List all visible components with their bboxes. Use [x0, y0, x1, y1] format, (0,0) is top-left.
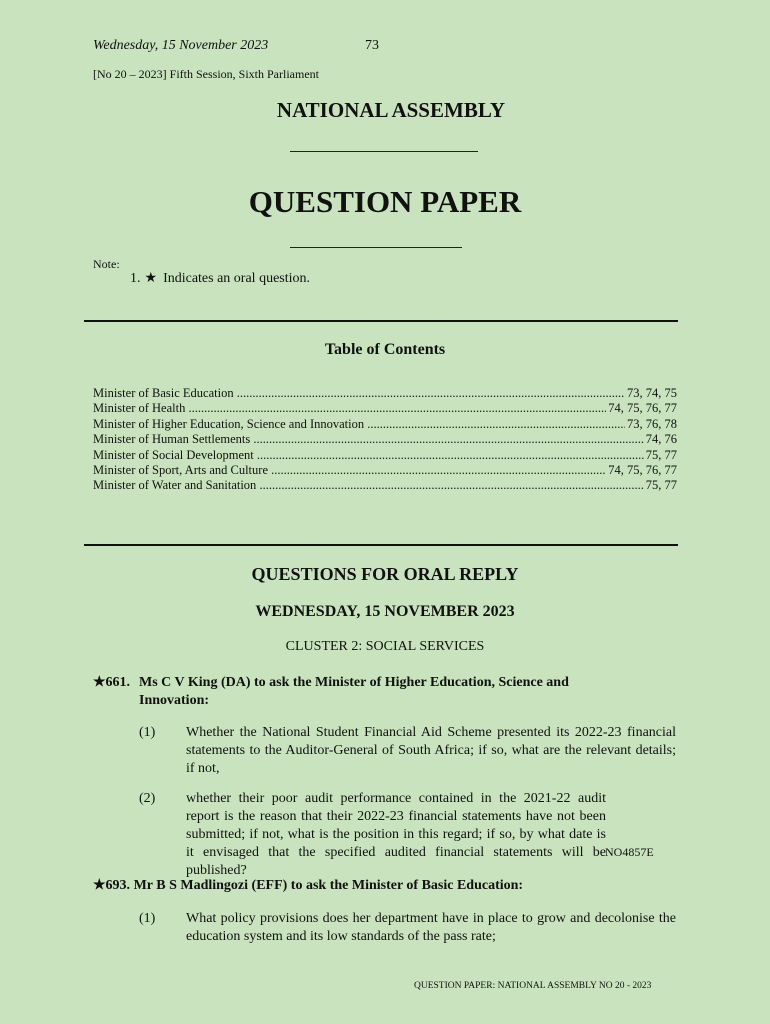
section-divider — [84, 320, 678, 322]
toc-entry-name: Minister of Human Settlements ..... — [93, 432, 644, 447]
question-heading-text: Mr B S Madlingozi (EFF) to ask the Minister of Basic Education: — [133, 878, 524, 893]
toc-entry-name: Minister of Water and Sanitation ..... — [93, 478, 644, 493]
toc-entry-name: Minister of Health ..... — [93, 401, 606, 416]
divider — [290, 247, 462, 248]
question-number: ★693. — [93, 878, 131, 893]
toc-entry[interactable] — [93, 386, 677, 401]
document-title: NATIONAL ASSEMBLY — [276, 98, 506, 122]
toc-entry-name: Minister of Basic Education ..... — [93, 386, 625, 401]
question-heading — [93, 877, 523, 895]
header-date: Wednesday, 15 November 2023 — [93, 38, 269, 53]
toc-entry-name: Minister of Social Development ..... — [93, 448, 644, 463]
question-part-number: (1) — [139, 911, 156, 926]
toc-entry-pages: 74, 76 — [645, 432, 677, 447]
session-info: [No 20 – 2023] Fifth Session, Sixth Parliament — [93, 67, 319, 81]
question-part-text: Whether the National Student Financial Aid Scheme presented its 2022-23 financial statements to the Auditor-General of South Africa; if so, what are the relevant details; if not, — [186, 725, 676, 776]
note-item-text: Indicates an oral question. — [163, 271, 311, 286]
note-item-number: 1. — [130, 271, 141, 286]
toc-entry-pages: 75, 77 — [645, 447, 677, 462]
cluster-heading: CLUSTER 2: SOCIAL SERVICES — [285, 639, 485, 654]
question-heading — [93, 674, 676, 692]
toc-entry-name: Minister of Higher Education, Science and Innovation ..... — [93, 417, 625, 432]
question-number: ★661. — [93, 675, 131, 690]
section-divider — [84, 544, 678, 546]
question-part-number: (2) — [139, 791, 156, 806]
table-of-contents — [93, 386, 677, 494]
toc-entry-pages: 74, 75, 76, 77 — [608, 401, 677, 416]
document-subtitle: QUESTION PAPER — [248, 184, 522, 219]
page-number: 73 — [365, 38, 379, 53]
toc-entry[interactable] — [93, 463, 677, 478]
toc-entry[interactable] — [93, 417, 677, 432]
note-item — [130, 270, 310, 287]
toc-entry-pages: 74, 75, 76, 77 — [608, 463, 677, 478]
toc-entry[interactable] — [93, 401, 677, 416]
toc-entry[interactable] — [93, 432, 677, 447]
toc-entry-pages: 73, 74, 75 — [627, 386, 677, 400]
section-date: WEDNESDAY, 15 NOVEMBER 2023 — [255, 603, 515, 620]
question-heading-cont: Innovation: — [139, 693, 210, 708]
page-footer: QUESTION PAPER: NATIONAL ASSEMBLY NO 20 - 2023 — [414, 981, 652, 991]
toc-heading: Table of Contents — [324, 341, 446, 358]
question-part-text: What policy provisions does her department have in place to grow and decolonise the education system and its low standards of the pass rate; — [186, 911, 676, 944]
toc-entry-name: Minister of Sport, Arts and Culture ..... — [93, 463, 606, 478]
note-label: Note: — [93, 257, 120, 271]
star-icon: ★ — [144, 271, 158, 286]
section-title: QUESTIONS FOR ORAL REPLY — [251, 564, 519, 584]
divider — [290, 151, 478, 152]
question-heading-text: Ms C V King (DA) to ask the Minister of Higher Education, Science and — [139, 675, 569, 690]
toc-entry-pages: 73, 76, 78 — [627, 416, 677, 431]
toc-entry[interactable] — [93, 478, 677, 493]
toc-entry-pages: 75, 77 — [645, 478, 677, 493]
question-part-text: whether their poor audit performance contained in the 2021-22 audit report is the reason that their 2022-23 financial statements have not been submitted; if not, what is the position in this regard; if so, by what date is it envisaged that the specified audited financial statements will be published? — [186, 791, 606, 878]
toc-entry[interactable] — [93, 448, 677, 463]
question-part-number: (1) — [139, 725, 156, 740]
question-reference: NO4857E — [605, 845, 654, 859]
